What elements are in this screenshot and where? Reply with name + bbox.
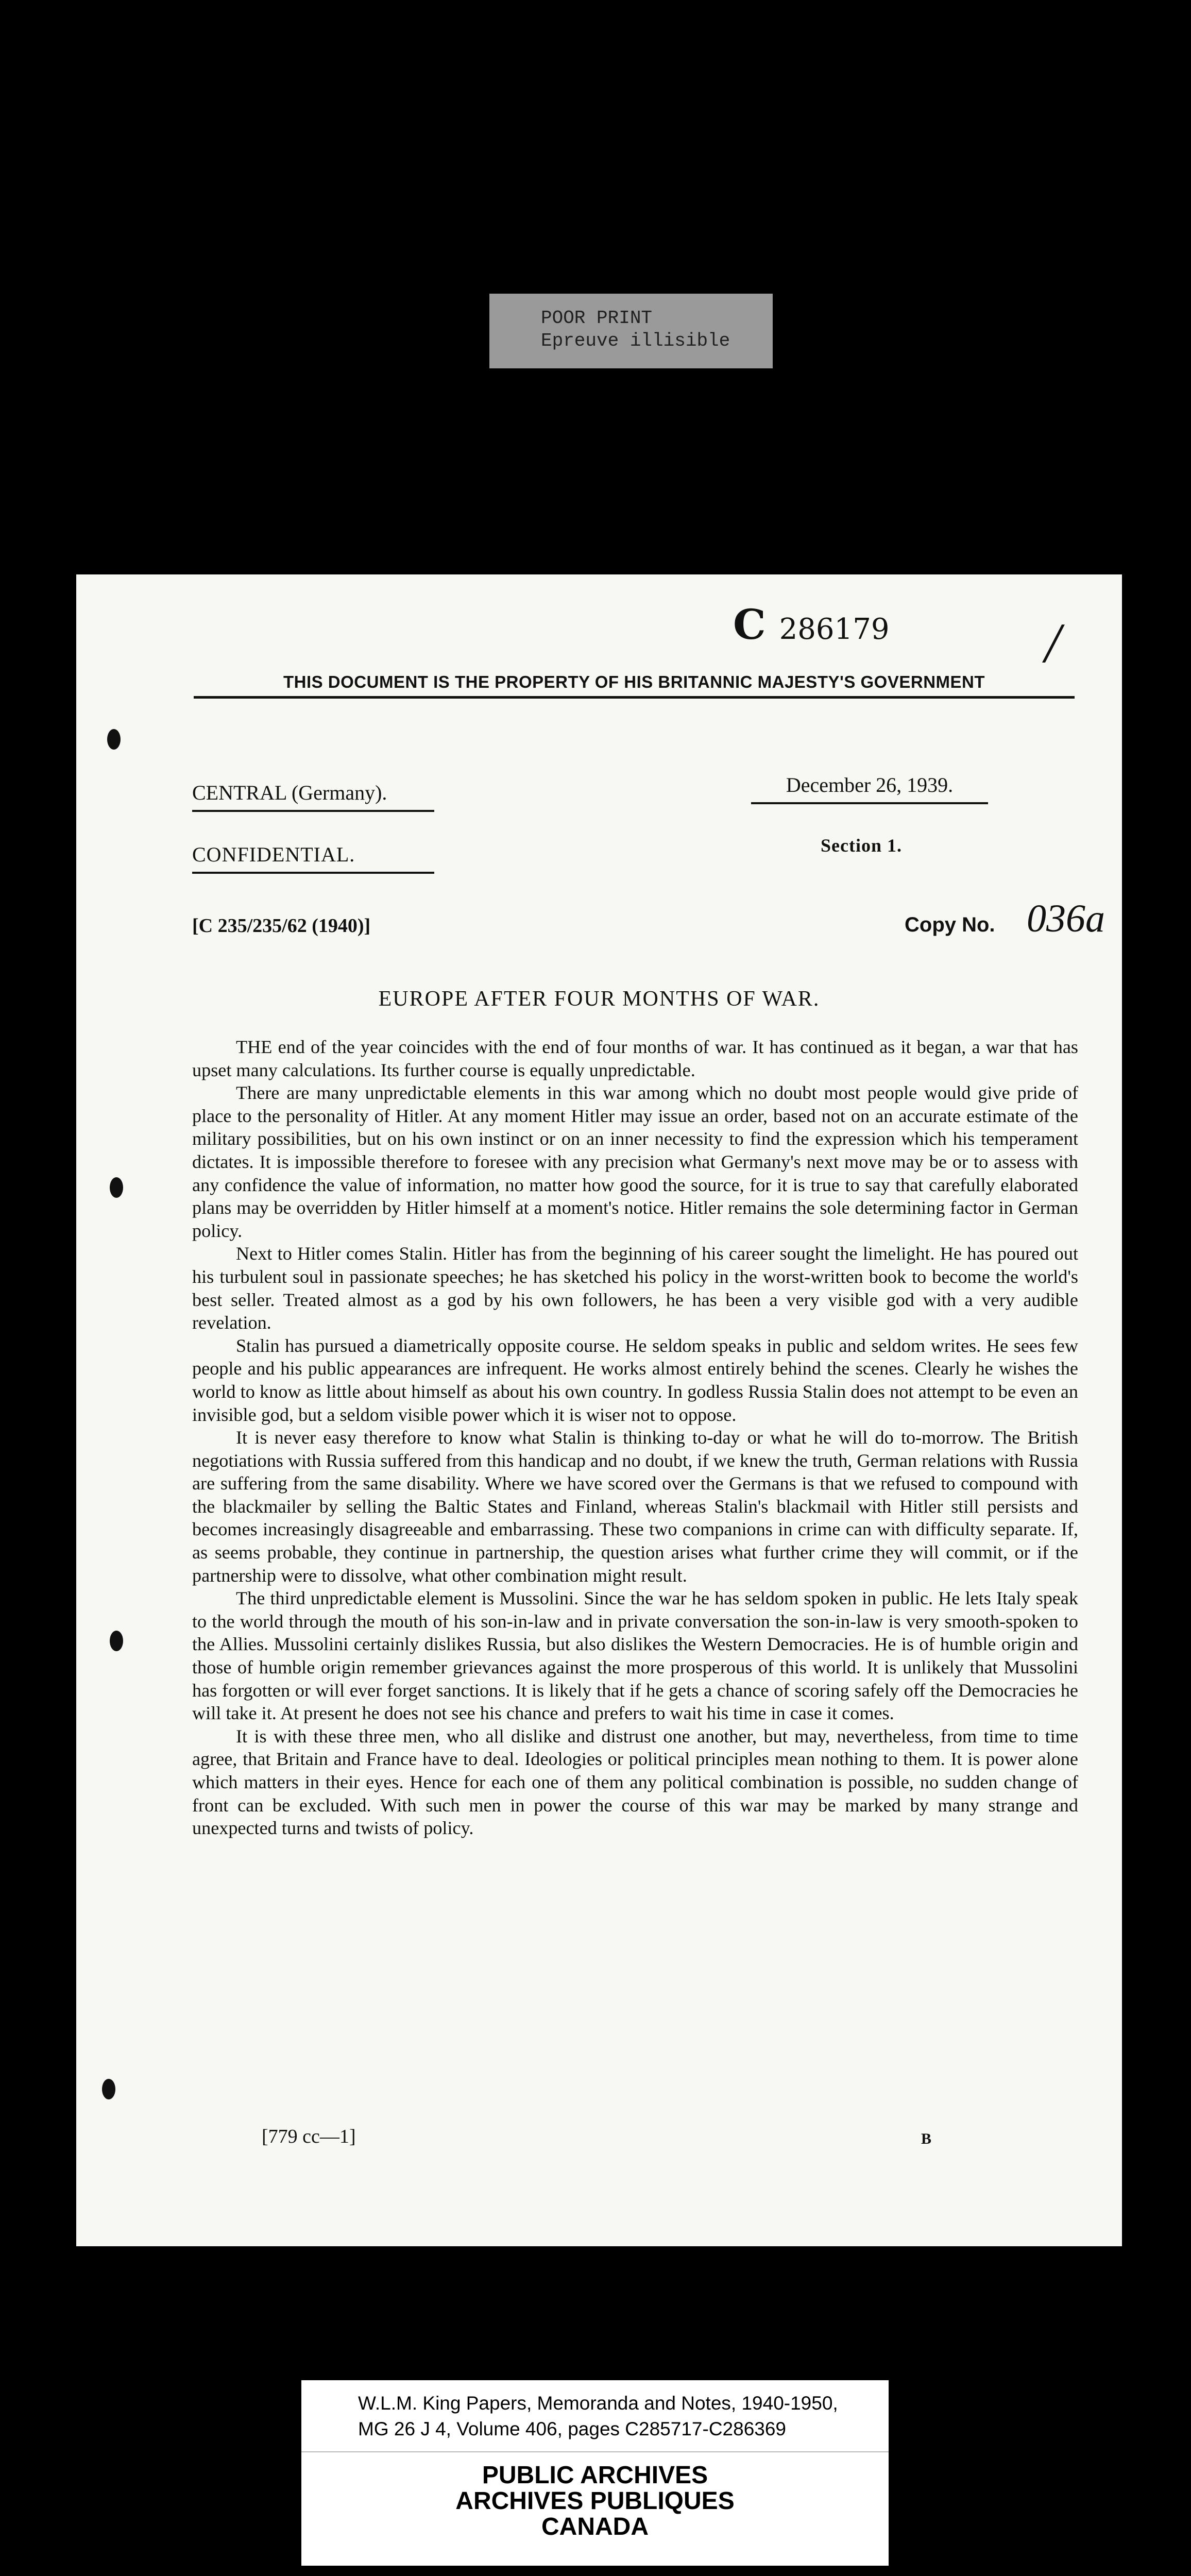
archive-country: CANADA [541,2513,649,2540]
paragraph: There are many unpredictable elements in this war among which no doubt most people would give pride of place to the personality of Hitler. At any moment Hitler may issue an order, based not on an accurate estimate of the military possibilities, but on his own instinct or on an inner necessity to find the expression which his temperament dictates. It is impossible therefore to foresee with any precision what Germany's next move may be or to assess with any confidence the value of information, no matter how good the source, for it is true to say that carefully elaborated plans may be overridden by Hitler himself at a moment's notice. Hitler remains the sole determining factor in German policy. [192,1082,1078,1241]
punch-hole [102,2079,115,2099]
copy-label: Copy No. [905,913,995,936]
archives-label [301,2380,889,2566]
archive-source-line-2: MG 26 J 4, Volume 406, pages C285717-C286369 [358,2418,787,2439]
poor-print-stamp [489,294,773,368]
archive-name-fr: ARCHIVES PUBLIQUES [455,2487,735,2515]
archive-name-en: PUBLIC ARCHIVES [482,2462,708,2489]
punch-hole [110,1177,123,1198]
paragraph: It is with these three men, who all dislike and distrust one another, but may, nevertheless, from time to time agree, that Britain and France have to deal. Ideologies or political principles mean nothing to them. It is power alone which matters in their eyes. Hence for each one of them any political combination is possible, no sudden change of front can be excluded. With such men in power the course of this war may be marked by many strange and unexpected turns and twists of policy. [192,1725,1078,1839]
paragraph: Stalin has pursued a diametrically opposite course. He seldom speaks in public and seldom writes. He sees few people and his public appearances are infrequent. He works almost entirely behind the scenes. Clearly he wishes the world to know as little about himself as about his own country. In godless Russia Stalin does not attempt to be even an invisible god, but a seldom visible power which it is wiser not to oppose. [192,1335,1078,1425]
poor-print-line-2: Epreuve illisible [541,330,730,351]
print-reference: [779 cc—1] [262,2126,356,2147]
reference-number: [C 235/235/62 (1940)] [192,915,371,937]
document-number-value: 286179 [779,613,890,646]
document-page [76,574,1122,2246]
poor-print-line-1: POOR PRINT [541,308,653,329]
paragraph: The third unpredictable element is Mussolini. Since the war he has seldom spoken in public. He lets Italy speak to the world through the mouth of his son-in-law and in private conversation the son-in-law is very smooth-spoken to the Allies. Mussolini certainly dislikes Russia, but also dislikes the Western Democracies. He is of humble origin and those of humble origin remember grievances against the more prosperous of this world. It is unlikely that Mussolini has forgotten or will ever forget sanctions. It is likely that if he gets a chance of scoring safely off the Democracies he will take it. At present he does not see his chance and prefers to wait his time in case it comes. [192,1588,1078,1724]
document-number [733,600,889,649]
punch-hole [110,1631,123,1651]
handwritten-mark: / [1045,612,1061,674]
document-number-prefix: C [733,600,766,649]
archive-source-line-1: W.L.M. King Papers, Memoranda and Notes, 1940-1950, [358,2393,838,2414]
archive-source [301,2380,889,2452]
section-label: Section 1. [821,835,902,856]
punch-hole [107,729,121,750]
property-notice: THIS DOCUMENT IS THE PROPERTY OF HIS BRITANNIC MAJESTY'S GOVERNMENT [194,672,1075,699]
paragraph: It is never easy therefore to know what Stalin is thinking to-day or what he will do to-morrow. The British negotiations with Russia suffered from this handicap and no doubt, if we knew the truth, German relations with Russia are suffering from the same disability. Where we have scored over the Germans is that we refused to compound with the blackmailer by selling the Baltic States and Finland, whereas Stalin's blackmail with Hitler still persists and becomes increasingly disagreeable and embarrassing. These two companions in crime can with difficulty separate. If, as seems probable, they continue in partnership, the question arises what further crime they will commit, or if the partnership were to dissolve, what other combination might result. [192,1427,1078,1586]
document-date: December 26, 1939. [751,773,988,804]
document-title: EUROPE AFTER FOUR MONTHS OF WAR. [378,987,820,1011]
document-body [192,1036,1078,1840]
signature-mark: B [921,2130,932,2147]
confidential-label: CONFIDENTIAL. [192,842,434,874]
copy-number: 036a [1027,897,1105,940]
archive-name [301,2463,889,2540]
paragraph: THE end of the year coincides with the end of four months of war. It has continued as it began, a war that has upset many calculations. Its further course is equally unpredictable. [192,1037,1078,1080]
paragraph: Next to Hitler comes Stalin. Hitler has from the beginning of his career sought the limelight. He has poured out his turbulent soul in passionate speeches; he has sketched his policy in the worst-written book to become the world's best seller. Treated almost as a god by his own followers, he has been a very visible god with a very audible revelation. [192,1243,1078,1333]
classification: CENTRAL (Germany). [192,781,434,812]
